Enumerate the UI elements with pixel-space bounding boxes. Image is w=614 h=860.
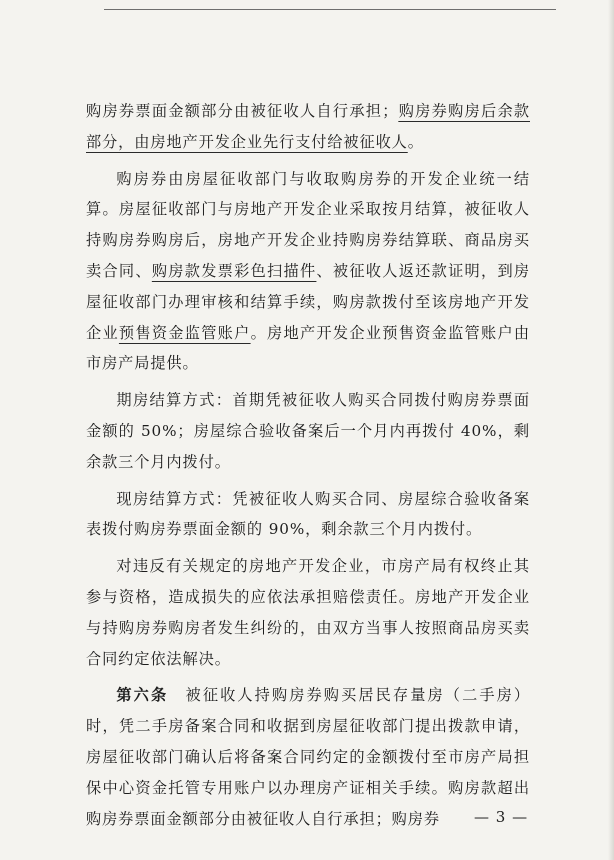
text-run: 被征收人持购房券购买居民存量房（二手房）时，凭二手房备案合同和收据到房屋征收部门提出拨款申请，房屋征收部门确认后将备案合同约定的金额拨付至市房产局担保中心资金托管专用账户以办理房产证相关手续。购房款超出购房券票面金额部分由被征收人自行承担；购房券 xyxy=(86,686,531,828)
underlined-text: 购房券购房后余款部分，由房地产开发企业先行支付给被征收人 xyxy=(86,102,530,151)
underlined-text: 购房款发票彩色扫描件 xyxy=(151,261,317,280)
text-run: 、被征收人返还款证明，到房屋征收部门办理审核和结算手续，购房款拨付至该房地产开发企业 xyxy=(86,261,531,342)
scan-edge-shadow xyxy=(608,0,614,860)
article-label: 第六条 xyxy=(116,686,169,705)
paragraph-settlement xyxy=(86,164,530,380)
text-run: 现房结算方式：凭被征收人购买合同、房屋综合验收备案表拨付购房券票面金额的 90%，剩余款三个月内拨付。 xyxy=(86,489,530,539)
text-run: 购房券由房屋征收部门与收取购房券的开发企业统一结算。房屋征收部门与房地产开发企业采取按月结算，被征收人持购房券购房后，房地产开发企业持购房券结算联、商品房买卖合同、 xyxy=(86,169,530,280)
text-run: 。房地产开发企业预售资金监管账户由市房产局提供。 xyxy=(86,323,530,373)
page-number: — 3 — xyxy=(474,808,529,826)
paragraph-1 xyxy=(86,96,530,158)
text-run: 。 xyxy=(407,132,424,151)
text-run: 期房结算方式：首期凭被征收人购买合同拨付购房券票面金额的 50%；房屋综合验收备案后一个月内再拨付 40%，剩余款三个月内拨付。 xyxy=(86,391,530,471)
paragraph-completed-settlement xyxy=(86,484,530,546)
document-body xyxy=(86,96,530,840)
header-rule xyxy=(104,9,556,10)
underlined-text: 预售资金监管账户 xyxy=(118,323,251,342)
paragraph-presale-settlement xyxy=(86,385,530,477)
paragraph-violations xyxy=(86,551,530,674)
text-run: 对违反有关规定的房地产开发企业，市房产局有权终止其参与资格，造成损失的应依法承担赔偿责任。房地产开发企业与持购房券购房者发生纠纷的，由双方当事人按照商品房买卖合同约定依法解决。 xyxy=(86,557,530,668)
text-run: 购房券票面金额部分由被征收人自行承担； xyxy=(86,102,399,120)
paragraph-article-6 xyxy=(86,680,530,834)
